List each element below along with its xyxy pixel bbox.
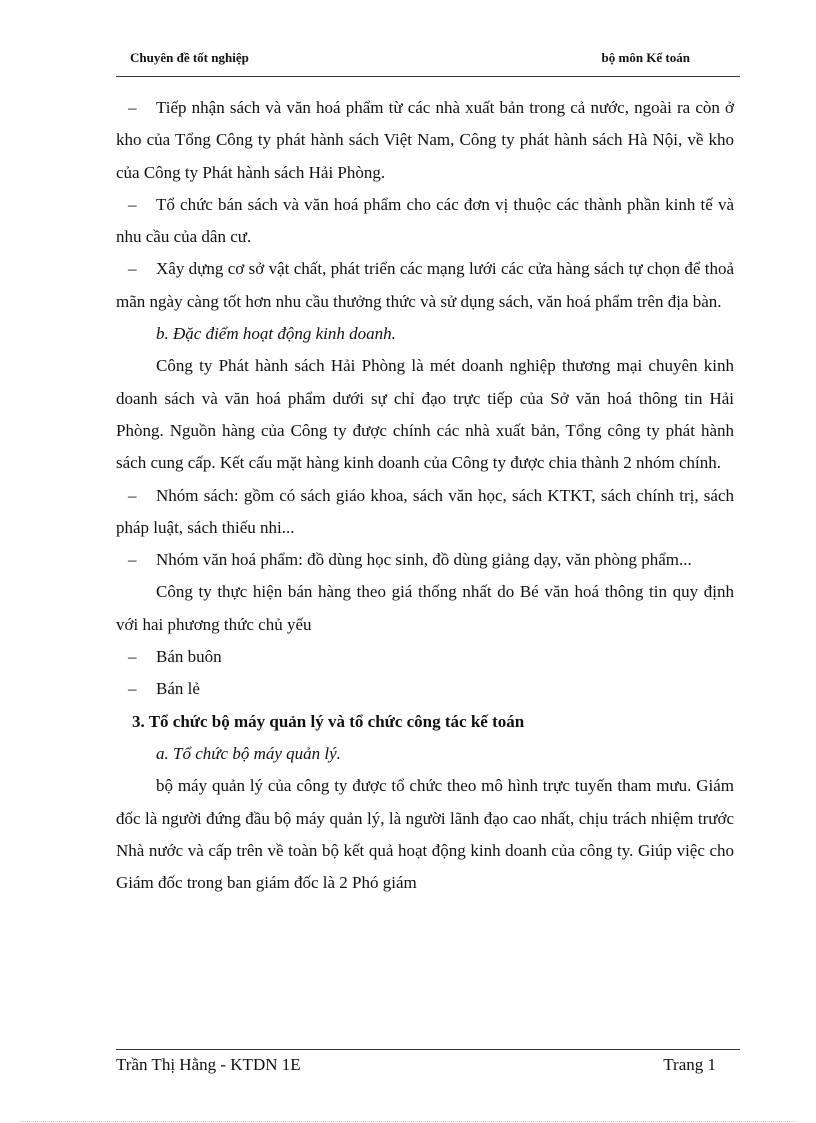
- section-heading: 3. Tổ chức bộ máy quản lý và tổ chức công tác kế toán: [132, 711, 525, 731]
- header-title: Chuyên đề tốt nghiệp: [130, 50, 249, 65]
- paragraph: – Tiếp nhận sách và văn hoá phẩm từ các nhà xuất bản trong cả nước, ngoài ra còn ở kho của Tổng Công ty phát hành sách Việt Nam, Công ty phát hành sách Hà Nội, về kho của Công ty Phát hành sách Hải Phòng.: [116, 92, 734, 189]
- dash-bullet: –: [128, 550, 137, 570]
- paragraph: bộ máy quản lý của công ty được tổ chức theo mô hình trực tuyến tham mưu. Giám đốc là người đứng đầu bộ máy quản lý, là người lãnh đạo cao nhất, chịu trách nhiệm trước Nhà nước và cấp trên về toàn bộ kết quả hoạt động kinh doanh của công ty. Giúp việc cho Giám đốc trong ban giám đốc là 2 Phó giám: [116, 776, 734, 893]
- dash-bullet: –: [128, 485, 137, 505]
- page-header: [116, 50, 740, 77]
- bottom-dotted-divider: [20, 1121, 796, 1122]
- list-item: – Bán lẻ: [116, 673, 734, 705]
- paragraph: – Xây dựng cơ sở vật chất, phát triển các mạng lưới các cửa hàng sách tự chọn để thoả mãn ngày càng tốt hơn nhu cầu thưởng thức và sử dụng sách, văn hoá phẩm trên địa bàn.: [116, 253, 734, 318]
- page-number: Trang 1: [663, 1055, 716, 1074]
- dash-bullet: –: [128, 647, 137, 667]
- dash-bullet: –: [128, 98, 137, 117]
- dash-bullet: –: [128, 679, 137, 699]
- paragraph: – Tổ chức bán sách và văn hoá phẩm cho các đơn vị thuộc các thành phần kinh tế và nhu cầu của dân cư.: [116, 189, 734, 254]
- page-footer: [116, 1049, 740, 1074]
- paragraph: – Nhóm sách: gồm có sách giáo khoa, sách văn học, sách KTKT, sách chính trị, sách pháp luật, sách thiếu nhi...: [116, 480, 734, 545]
- footer-author: Trần Thị Hằng - KTDN 1E: [116, 1055, 301, 1074]
- list-item: – Bán buôn: [116, 641, 734, 673]
- dash-bullet: –: [128, 194, 137, 214]
- dash-bullet: –: [128, 259, 137, 279]
- subheading-b: b. Đặc điểm hoạt động kinh doanh.: [156, 324, 396, 344]
- paragraph: – Nhóm văn hoá phẩm: đồ dùng học sinh, đồ dùng giảng dạy, văn phòng phẩm...: [116, 544, 734, 576]
- paragraph: Công ty thực hiện bán hàng theo giá thống nhất do Bé văn hoá thông tin quy định với hai phương thức chủ yếu: [116, 582, 734, 634]
- header-department: bộ môn Kế toán: [601, 50, 690, 65]
- paragraph: Công ty Phát hành sách Hải Phòng là mét doanh nghiệp thương mại chuyên kinh doanh sách và văn hoá phẩm dưới sự chỉ đạo trực tiếp của Sở văn hoá thông tin Hải Phòng. Nguồn hàng của Công ty được chính các nhà xuất bản, Tổng công ty phát hành sách cung cấp. Kết cấu mặt hàng kinh doanh của Công ty được chia thành 2 nhóm chính.: [116, 356, 734, 473]
- subheading-a: a. Tổ chức bộ máy quản lý.: [156, 743, 341, 763]
- document-body: [116, 92, 734, 899]
